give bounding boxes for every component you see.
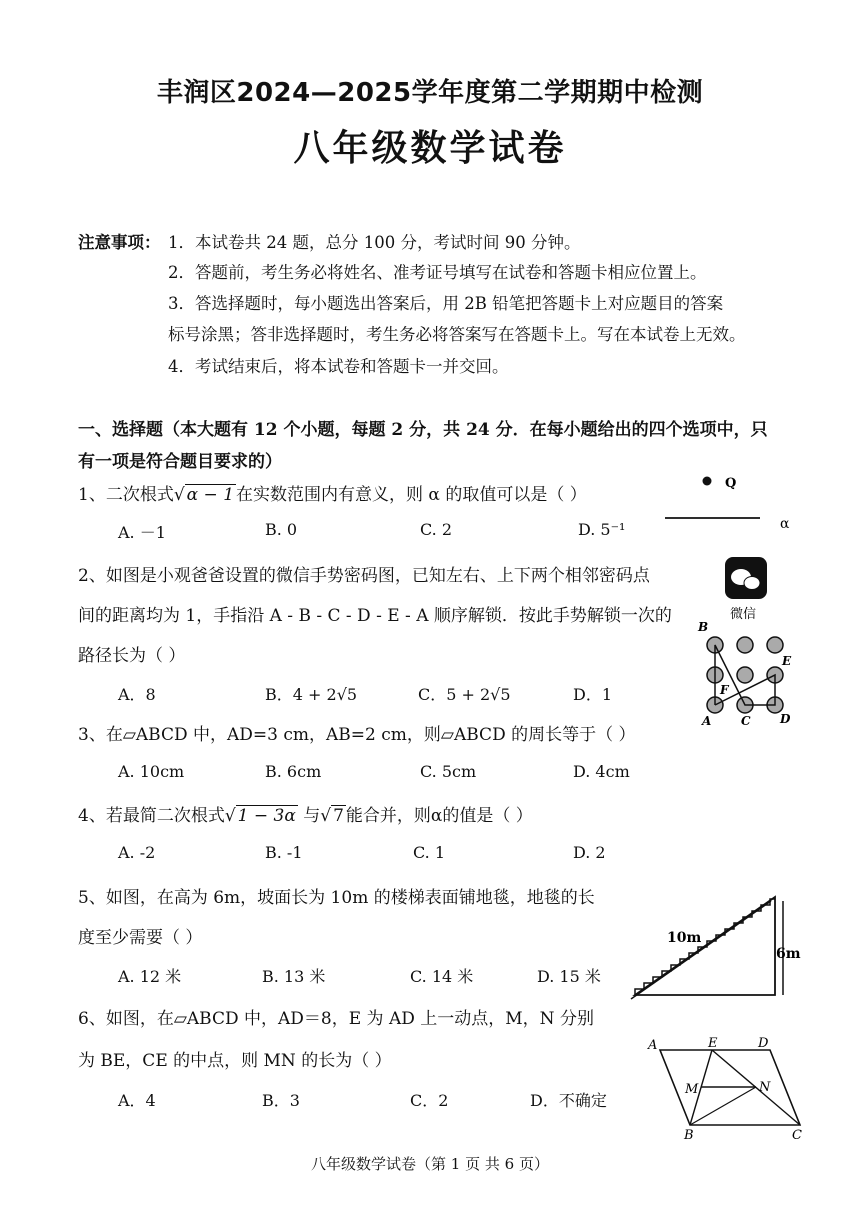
wechat-label: 微信 [730,607,757,622]
q2-option-d: D．1 [573,685,613,704]
question-2: 2、如图是小观爸爸设置的微信手势密码图，已知左右、上下两个相邻密码点 [78,566,650,586]
label-c: C [741,714,751,728]
q4-option-c: C. 1 [413,843,446,862]
gesture-grid [707,637,783,713]
q1-text-pre: 1、二次根式 [78,485,174,505]
q1-figure [660,470,800,540]
height-label: 6m [776,946,801,962]
parallelogram-figure [640,1035,810,1145]
grid-dot [767,637,783,653]
note-item-3: 3．答选择题时，每小题选出答案后，用 2B 铅笔把答题卡上对应题目的答案 [168,294,724,313]
q6-option-b: B．3 [262,1091,300,1110]
stair-rail [631,901,771,999]
question-5: 5、如图，在高为 6m，坡面长为 10m 的楼梯表面铺地毯，地毯的长 [78,888,595,908]
label-b: B [698,620,709,634]
question-6-cont: 为 BE，CE 的中点，则 MN 的长为（ ） [78,1051,392,1071]
point-label: Q [725,476,737,491]
q6-option-d: D．不确定 [530,1091,607,1110]
label-c: C [792,1128,802,1143]
wechat-gesture-figure [690,555,810,735]
q2-option-c: C．5 + 2√5 [418,685,511,704]
label-d: D [780,712,791,726]
q5-option-a: A. 12 米 [118,967,182,986]
q1-option-a: A. －1 [118,523,166,542]
q1-option-b: B. 0 [265,520,298,539]
q5-option-d: D. 15 米 [537,967,601,986]
q1-option-d: D. 5⁻¹ [578,520,626,539]
q1-radicand: α − 1 [186,485,235,505]
q1-text-post: 在实数范围内有意义，则 α 的取值可以是（ ） [236,485,587,505]
question-6: 6、如图，在▱ABCD 中，AD＝8，E 为 AD 上一动点，M，N 分别 [78,1009,594,1029]
sqrt-sign: √ [173,485,185,505]
label-b: B [684,1128,694,1143]
alpha-label: α [780,516,790,532]
q4-option-d: D. 2 [573,843,606,862]
q6-option-a: A．4 [118,1091,156,1110]
q3-option-c: C. 5cm [420,762,477,781]
label-a: A [648,1038,658,1053]
grid-dot [737,667,753,683]
note-item-3-cont: 标号涂黑；答非选择题时，考生务必将答案写在答题卡上。写在本试卷上无效。 [168,325,746,344]
label-e: E [782,654,792,668]
label-d: D [758,1036,769,1051]
slope-label: 10m [667,930,702,946]
q4-option-a: A. -2 [118,843,156,862]
q4-option-b: B. -1 [265,843,303,862]
q3-option-d: D. 4cm [573,762,630,781]
label-f: F [720,683,729,697]
note-item-2: 2．答题前，考生务必将姓名、准考证号填写在试卷和答题卡相应位置上。 [168,263,707,282]
point-dot [703,477,712,486]
q3-option-a: A. 10cm [118,762,185,781]
label-e: E [708,1036,718,1051]
question-3: 3、在▱ABCD 中，AD=3 cm，AB=2 cm，则▱ABCD 的周长等于（ ） [78,725,636,745]
q4-radicand-2: 7 [333,806,344,826]
q3-option-b: B. 6cm [265,762,322,781]
section-heading-cont: 有一项是符合题目要求的） [78,452,282,472]
question-4 [78,801,533,826]
question-1 [78,480,587,505]
sqrt-sign: √ [320,806,332,826]
q2-option-b: B．4 + 2√5 [265,685,358,704]
exam-title: 丰润区2024—2025学年度第二学期期中检测 [156,78,704,108]
stair-figure [625,885,810,1005]
q4-text-post: 能合并，则α的值是（ ） [345,806,533,826]
label-n: N [759,1080,771,1095]
q4-text-mid: 与 [297,806,321,826]
q1-option-c: C. 2 [420,520,453,539]
q5-option-c: C. 14 米 [410,967,474,986]
page-footer: 八年级数学试卷（第 1 页 共 6 页） [311,1155,549,1173]
question-2-cont: 间的距离均为 1，手指沿 A - B - C - D - E - A 顺序解锁．按此手势解锁一次的 [78,606,672,626]
question-5-cont: 度至少需要（ ） [78,928,203,948]
q4-radicand-1: 1 − 3α [237,806,296,826]
label-a: A [702,714,712,728]
wechat-bubble-icon [744,577,760,590]
notes-label: 注意事项： [78,233,161,252]
exam-subtitle: 八年级数学试卷 [293,128,567,169]
grid-dot [737,637,753,653]
q5-option-b: B. 13 米 [262,967,326,986]
q2-option-a: A．8 [118,685,156,704]
q4-text-pre: 4、若最简二次根式 [78,806,225,826]
note-item-4: 4．考试结束后，将本试卷和答题卡一并交回。 [168,357,509,376]
sqrt-sign: √ [224,806,236,826]
question-2-cont2: 路径长为（ ） [78,646,186,666]
label-m: M [685,1082,699,1097]
note-item-1: 1．本试卷共 24 题，总分 100 分，考试时间 90 分钟。 [168,233,581,252]
q6-option-c: C．2 [410,1091,449,1110]
section-heading: 一、选择题（本大题有 12 个小题，每题 2 分，共 24 分．在每小题给出的四个选项中，只 [78,420,768,440]
